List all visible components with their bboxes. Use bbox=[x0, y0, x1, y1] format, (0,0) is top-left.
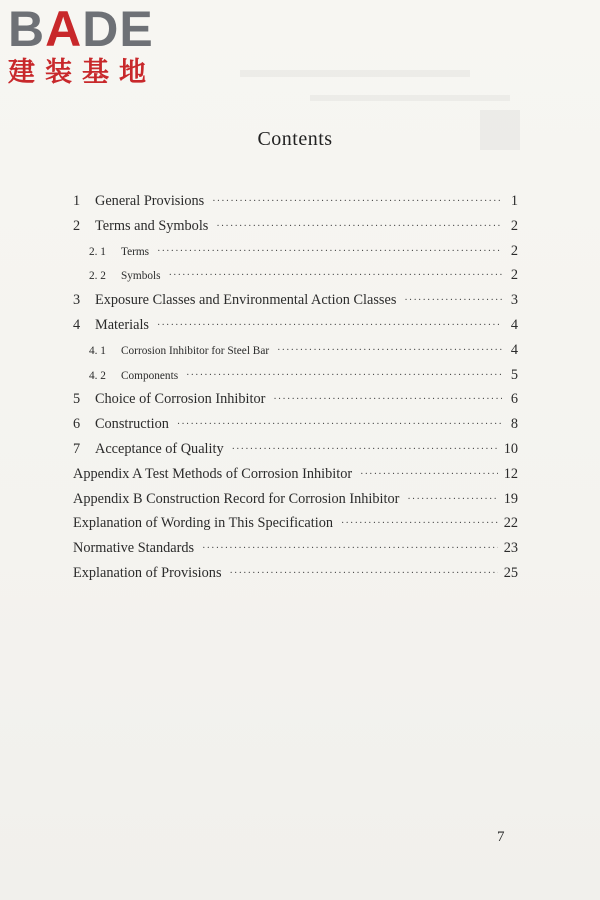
toc-entry-page: 8 bbox=[510, 416, 518, 433]
toc-entry[interactable] bbox=[73, 342, 518, 367]
toc-entry-number: 4 bbox=[73, 316, 81, 333]
toc-entry[interactable] bbox=[73, 515, 518, 540]
toc-dot-leader bbox=[202, 544, 498, 554]
bleed-through-mark bbox=[240, 70, 470, 77]
toc-dot-leader bbox=[230, 569, 498, 579]
toc-entry-label: Appendix B Construction Record for Corrosion Inhibitor bbox=[73, 490, 400, 507]
toc-entry-label: Symbols bbox=[121, 270, 161, 283]
toc-entry-page: 4 bbox=[510, 341, 518, 358]
toc-entry-page: 4 bbox=[510, 316, 518, 333]
toc-dot-leader bbox=[157, 247, 502, 257]
toc-entry[interactable] bbox=[73, 565, 518, 590]
toc-entry-number: 4. 2 bbox=[89, 369, 106, 382]
toc-entry[interactable] bbox=[73, 416, 518, 441]
toc-entry[interactable] bbox=[73, 391, 518, 416]
toc-entry-label: Materials bbox=[95, 316, 149, 333]
toc-dot-leader bbox=[212, 197, 502, 207]
toc-entry-label: General Provisions bbox=[95, 193, 205, 209]
toc-entry-label: Appendix A Test Methods of Corrosion Inhibitor bbox=[73, 465, 353, 482]
bleed-through-mark bbox=[310, 95, 510, 101]
toc-entry-label: Choice of Corrosion Inhibitor bbox=[95, 391, 266, 408]
toc-entry-label: Components bbox=[121, 369, 179, 382]
toc-entry-page: 3 bbox=[510, 292, 518, 309]
toc-entry-page: 19 bbox=[503, 490, 518, 507]
toc-entry-page: 6 bbox=[510, 391, 518, 408]
toc-entry[interactable] bbox=[73, 193, 518, 218]
toc-entry[interactable] bbox=[73, 243, 518, 268]
toc-entry-label: Explanation of Provisions bbox=[73, 564, 222, 581]
toc-entry-number: 1 bbox=[73, 193, 81, 209]
toc-dot-leader bbox=[404, 296, 502, 306]
toc-entry-number: 2. 1 bbox=[89, 245, 106, 258]
watermark-logo bbox=[8, 1, 178, 90]
toc-entry[interactable] bbox=[73, 540, 518, 565]
toc-entry-label: Terms and Symbols bbox=[95, 217, 209, 234]
page-title: Contents bbox=[257, 128, 333, 150]
toc-dot-leader bbox=[177, 420, 502, 430]
toc-entry-number: 3 bbox=[73, 292, 81, 309]
toc-entry-page: 10 bbox=[503, 440, 518, 457]
toc-dot-leader bbox=[232, 445, 498, 455]
toc-dot-leader bbox=[360, 470, 498, 480]
toc-entry-label: Terms bbox=[121, 245, 150, 258]
toc-entry[interactable] bbox=[73, 317, 518, 342]
toc-entry[interactable] bbox=[73, 466, 518, 491]
toc-entry[interactable] bbox=[73, 441, 518, 466]
toc-entry-page: 2 bbox=[510, 242, 518, 259]
toc-entry-page: 1 bbox=[510, 193, 518, 209]
table-of-contents bbox=[73, 193, 518, 590]
toc-entry[interactable] bbox=[73, 267, 518, 292]
toc-entry-number: 2. 2 bbox=[89, 270, 106, 283]
toc-dot-leader bbox=[273, 395, 502, 405]
toc-entry[interactable] bbox=[73, 367, 518, 392]
page-number: 7 bbox=[497, 829, 505, 845]
toc-entry-number: 4. 1 bbox=[89, 344, 106, 357]
toc-entry-label: Exposure Classes and Environmental Action Classes bbox=[95, 292, 397, 309]
toc-dot-leader bbox=[157, 321, 502, 331]
toc-entry-page: 5 bbox=[510, 366, 518, 383]
toc-entry-number: 2 bbox=[73, 217, 81, 234]
toc-entry-page: 2 bbox=[510, 217, 518, 234]
toc-dot-leader bbox=[216, 222, 502, 232]
toc-entry-page: 23 bbox=[503, 540, 518, 557]
toc-dot-leader bbox=[277, 346, 502, 356]
toc-dot-leader bbox=[186, 371, 502, 381]
toc-entry-label: Normative Standards bbox=[73, 540, 195, 557]
toc-entry-page: 25 bbox=[503, 564, 518, 581]
toc-entry-label: Explanation of Wording in This Specification bbox=[73, 515, 333, 532]
toc-entry-page: 22 bbox=[503, 515, 518, 532]
toc-entry[interactable] bbox=[73, 491, 518, 516]
toc-entry-label: Construction bbox=[95, 416, 169, 433]
logo-cjk-text: 建装基地 bbox=[8, 57, 156, 88]
toc-dot-leader bbox=[341, 519, 498, 529]
toc-entry[interactable] bbox=[73, 218, 518, 243]
toc-dot-leader bbox=[407, 495, 497, 505]
toc-entry-number: 7 bbox=[73, 440, 81, 457]
toc-entry-page: 12 bbox=[503, 465, 518, 482]
toc-entry-number: 6 bbox=[73, 416, 81, 433]
toc-entry-label: Acceptance of Quality bbox=[95, 440, 224, 457]
logo-wordmark: BADE bbox=[8, 1, 154, 57]
toc-dot-leader bbox=[169, 271, 502, 281]
toc-entry-label: Corrosion Inhibitor for Steel Bar bbox=[121, 344, 270, 357]
toc-entry-number: 5 bbox=[73, 391, 81, 408]
toc-entry-page: 2 bbox=[510, 267, 518, 284]
toc-entry[interactable] bbox=[73, 292, 518, 317]
